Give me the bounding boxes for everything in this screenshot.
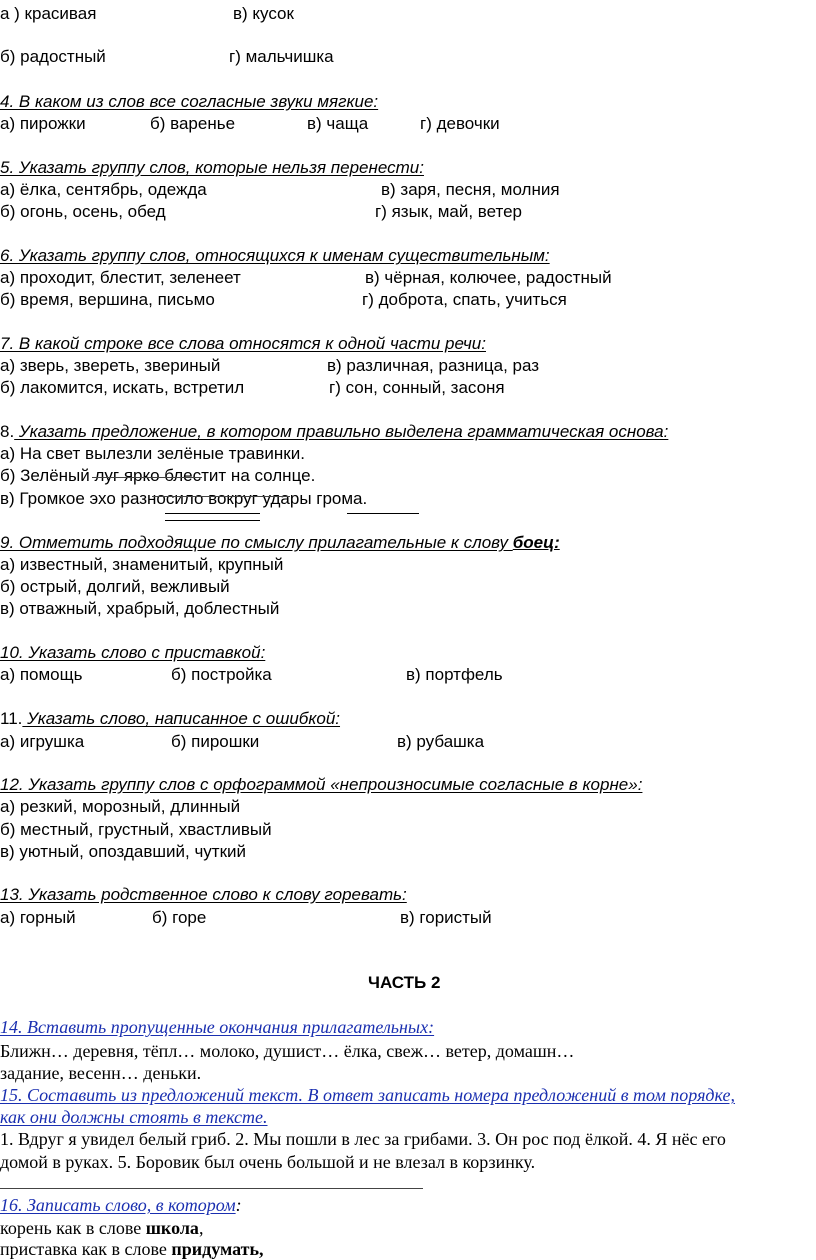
part-2-heading: ЧАСТЬ 2 <box>368 973 441 992</box>
subject-underline <box>165 513 260 514</box>
question-12-title: 12. Указать группу слов с орфограммой «непроизносимые согласные в корне»: <box>0 775 643 794</box>
question-10-option-a: а) помощь <box>0 665 83 684</box>
subject-underline <box>165 520 260 521</box>
question-15-title-line-2: как они должны стоять в тексте. <box>0 1107 268 1127</box>
question-15-title-line-1: 15. Составить из предложений текст. В ответ записать номера предложений в том порядке, <box>0 1085 736 1105</box>
question-11-option-a: а) игрушка <box>0 732 85 751</box>
question-7-option-b: б) лакомится, искать, встретил <box>0 378 245 397</box>
question-4-option-v: в) чаща <box>307 114 369 133</box>
question-16-line-1-punct: , <box>198 1218 204 1238</box>
question-9-word: боец: <box>512 533 560 552</box>
question-9-title: 9. Отметить подходящие по смыслу прилагательные к слову <box>0 533 513 552</box>
section-divider <box>0 1188 423 1189</box>
question-12-option-b: б) местный, грустный, хвастливый <box>0 820 272 839</box>
question-12-option-a: а) резкий, морозный, длинный <box>0 797 241 816</box>
question-5-option-a: а) ёлка, сентябрь, одежда <box>0 180 207 199</box>
question-16-colon: : <box>235 1195 242 1215</box>
option-a: а ) красивая <box>0 4 97 23</box>
question-12-option-v: в) уютный, опоздавший, чуткий <box>0 842 247 861</box>
question-4-title: 4. В каком из слов все согласные звуки мягкие: <box>0 92 379 111</box>
question-16-line-2-text: приставка как в слове <box>0 1239 172 1259</box>
question-13-option-a: а) горный <box>0 908 76 927</box>
question-16-title: 16. Записать слово, в котором <box>0 1195 236 1215</box>
question-8-option-v: в) Громкое эхо разносило вокруг удары грома. <box>0 489 368 508</box>
question-9-option-v: в) отважный, храбрый, доблестный <box>0 599 280 618</box>
question-8-option-b: б) Зелёный луг ярко блестит на солнце. <box>0 466 316 485</box>
question-11-option-v: в) рубашка <box>397 732 485 751</box>
question-8-title-row <box>0 422 668 442</box>
question-11-title: Указать слово, написанное с ошибкой: <box>22 709 341 728</box>
question-13-title: 13. Указать родственное слово к слову горевать: <box>0 885 407 904</box>
option-b: б) радостный <box>0 47 106 66</box>
question-13-option-v: в) гористый <box>400 908 492 927</box>
question-7-title: 7. В какой строке все слова относятся к одной части речи: <box>0 334 486 353</box>
question-4-option-b: б) варенье <box>150 114 236 133</box>
question-16-word-2: придумать, <box>171 1239 264 1259</box>
question-15-text-line-1: 1. Вдруг я увидел белый гриб. 2. Мы пошли в лес за грибами. 3. Он рос под ёлкой. 4. Я нёс его <box>0 1129 726 1149</box>
question-9-option-a: а) известный, знаменитый, крупный <box>0 555 284 574</box>
question-6-option-a: а) проходит, блестит, зеленеет <box>0 268 241 287</box>
question-5-option-b: б) огонь, осень, обед <box>0 202 166 221</box>
option-g: г) мальчишка <box>229 47 334 66</box>
question-16-title-row <box>0 1194 242 1216</box>
question-16-line-1-text: корень как в слове <box>0 1218 146 1238</box>
question-10-option-b: б) постройка <box>171 665 272 684</box>
question-14-title: 14. Вставить пропущенные окончания прилагательных: <box>0 1017 435 1037</box>
question-16-line-1 <box>0 1217 203 1239</box>
question-5-option-v: в) заря, песня, молния <box>381 180 560 199</box>
question-10-option-v: в) портфель <box>406 665 503 684</box>
question-16-word-1: школа <box>145 1218 199 1238</box>
question-7-option-v: в) различная, разница, раз <box>327 356 540 375</box>
question-4-option-g: г) девочки <box>420 114 500 133</box>
question-8-title: Указать предложение, в котором правильно выделена грамматическая основа: <box>14 422 669 441</box>
question-6-option-b: б) время, вершина, письмо <box>0 290 215 309</box>
question-9-title-row <box>0 533 560 553</box>
question-13-option-b: б) горе <box>152 908 207 927</box>
question-15-text-line-2: домой в руках. 5. Боровик был очень большой и не влезал в корзинку. <box>0 1152 536 1172</box>
question-10-title: 10. Указать слово с приставкой: <box>0 643 266 662</box>
question-7-option-g: г) сон, сонный, засоня <box>329 378 505 397</box>
question-9-option-b: б) острый, долгий, вежливый <box>0 577 230 596</box>
question-11-option-b: б) пирошки <box>171 732 260 751</box>
question-5-option-g: г) язык, май, ветер <box>375 202 523 221</box>
option-v: в) кусок <box>233 4 294 23</box>
question-5-title: 5. Указать группу слов, которые нельзя перенести: <box>0 158 424 177</box>
question-14-line-1: Ближн… деревня, тёпл… молоко, душист… ёлка, свеж… ветер, домашн… <box>0 1041 575 1061</box>
question-6-option-v: в) чёрная, колючее, радостный <box>365 268 612 287</box>
question-7-option-a: а) зверь, звереть, звериный <box>0 356 221 375</box>
grammar-mark-line <box>152 496 290 497</box>
question-8-number: 8. <box>0 422 15 441</box>
predicate-underline <box>347 513 419 514</box>
question-4-option-a: а) пирожки <box>0 114 86 133</box>
question-16-line-2 <box>0 1238 264 1260</box>
question-6-option-g: г) доброта, спать, учиться <box>362 290 567 309</box>
question-8-option-a: а) На свет вылезли зелёные травинки. <box>0 444 305 463</box>
grammar-mark-line <box>92 477 202 478</box>
question-11-title-row <box>0 709 340 729</box>
question-11-number: 11. <box>0 709 23 728</box>
question-6-title: 6. Указать группу слов, относящихся к именам существительным: <box>0 246 550 265</box>
question-14-line-2: задание, весенн… деньки. <box>0 1063 202 1083</box>
